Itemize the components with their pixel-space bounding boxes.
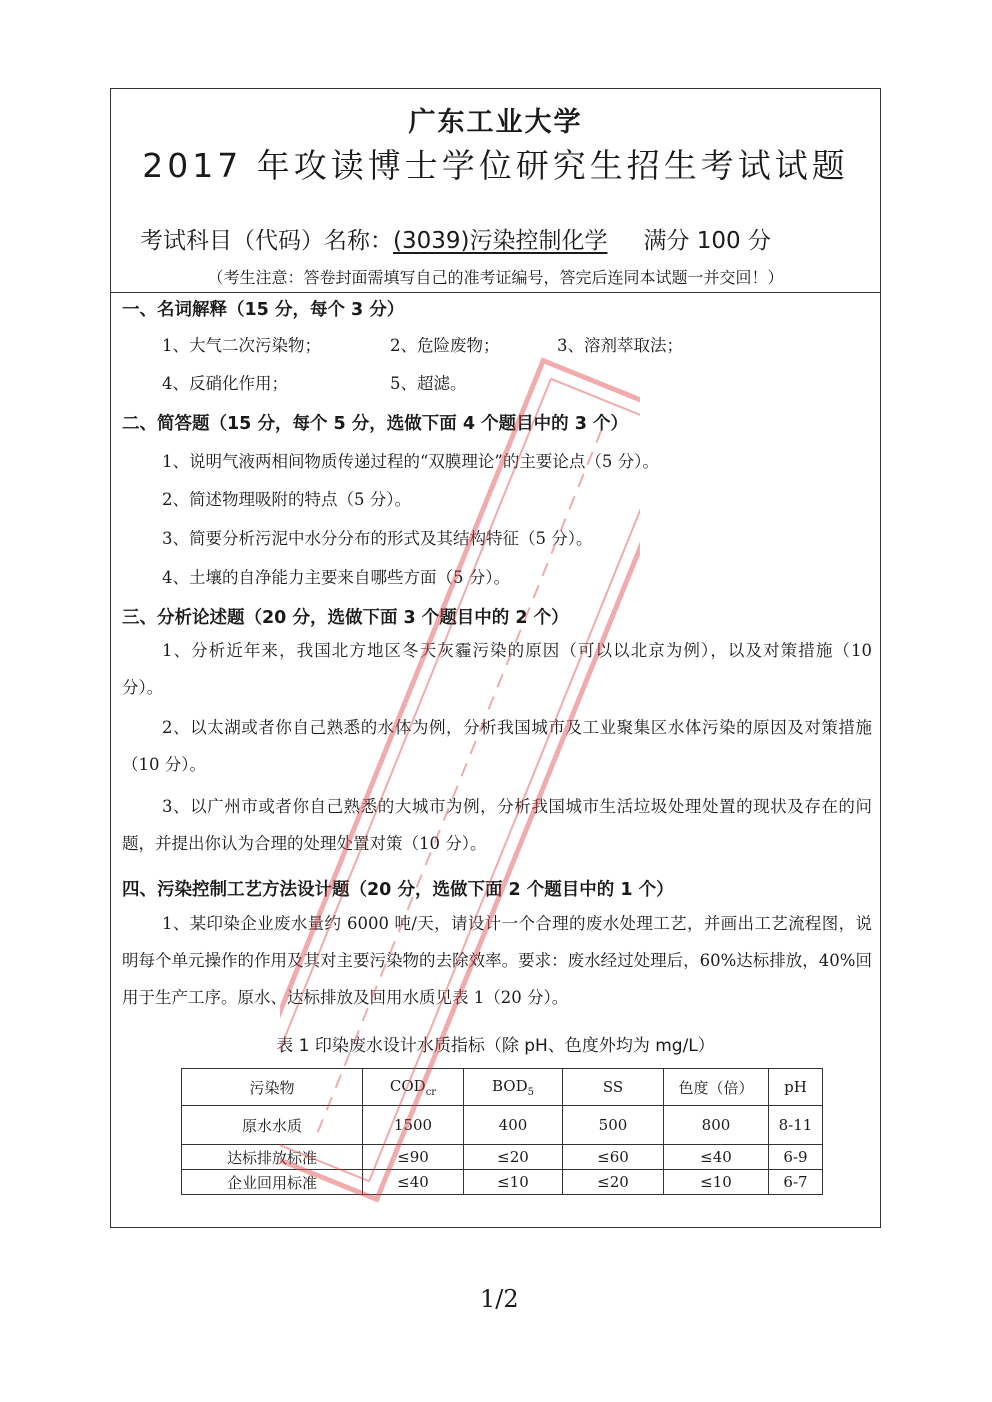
exam-title: 2017 年攻读博士学位研究生招生考试试题 [142,146,849,185]
table-cell: 6-9 [769,1145,823,1170]
table-cell: ≤60 [563,1145,664,1170]
table-cell: 达标排放标准 [182,1145,363,1170]
section3-title: 三、分析论述题（20 分，选做下面 3 个题目中的 2 个） [122,608,569,628]
section4-item: 1、某印染企业废水量约 6000 吨/天，请设计一个合理的废水处理工艺，并画出工艺流程图，说明每个单元操作的作用及其对主要污染物的去除效率。要求：废水经过处理后，60%达标排放，40%回用于生产工序。原水、达标排放及回用水质见表 1（20 分）。 [122,914,872,1007]
table-cell: ≤40 [664,1145,769,1170]
table-header-cell: pH [769,1069,823,1106]
section3-item: 3、以广州市或者你自己熟悉的大城市为例，分析我国城市生活垃圾处理处置的现状及存在的问题，并提出你认为合理的处理处置对策（10 分）。 [122,797,872,853]
table-header-cell: 污染物 [182,1069,363,1106]
section3-item: 2、以太湖或者你自己熟悉的水体为例，分析我国城市及工业聚集区水体污染的原因及对策措施（10 分）。 [122,718,872,774]
table-cell: 500 [563,1106,664,1145]
table-cell: ≤40 [363,1170,464,1195]
section2-title: 二、简答题（15 分，每个 5 分，选做下面 4 个题目中的 3 个） [122,414,629,434]
table-row [182,1106,823,1145]
table-header-cell: SS [563,1069,664,1106]
table-header-cell: $BOD_5$ [464,1069,563,1106]
table-cell: ≤10 [664,1170,769,1195]
table-row [182,1170,823,1195]
subject-prefix: 考试科目（代码）名称： [140,228,393,254]
page-number: 1/2 [480,1285,519,1313]
section3-item: 1、分析近年来，我国北方地区冬天灰霾污染的原因（可以以北京为例），以及对策措施（10 分）。 [122,641,872,697]
table-header-row [182,1069,823,1106]
subject-line [140,222,771,255]
table-cell: 1500 [363,1106,464,1145]
table-cell: 8-11 [769,1106,823,1145]
table-caption: 表 1 印染废水设计水质指标（除 pH、色度外均为 mg/L） [276,1036,715,1056]
table-cell: 6-7 [769,1170,823,1195]
subject-name: (3039)污染控制化学 [393,228,608,254]
table-cell: ≤20 [563,1170,664,1195]
section1-item: 3、溶剂萃取法； [557,336,683,355]
section1-item: 5、超滤。 [390,374,467,393]
section4-title: 四、污染控制工艺方法设计题（20 分，选做下面 2 个题目中的 1 个） [122,880,674,900]
section1-item: 4、反硝化作用； [162,374,288,393]
header-divider [110,292,881,293]
table-cell: 企业回用标准 [182,1170,363,1195]
candidate-notice: （考生注意：答卷封面需填写自己的准考证编号，答完后连同本试题一并交回！） [207,268,784,287]
section2-item: 3、简要分析污泥中水分分布的形式及其结构特征（5 分）。 [162,529,593,548]
table-cell: ≤90 [363,1145,464,1170]
section2-item: 1、说明气液两相间物质传递过程的“双膜理论”的主要论点（5 分）。 [162,452,659,471]
section1-item: 1、大气二次污染物； [162,336,321,355]
table-cell: ≤20 [464,1145,563,1170]
section2-item: 4、土壤的自净能力主要来自哪些方面（5 分）。 [162,568,510,587]
table-cell: 800 [664,1106,769,1145]
section1-title: 一、名词解释（15 分，每个 3 分） [122,300,405,320]
section2-item: 2、简述物理吸附的特点（5 分）。 [162,490,411,509]
section1-item: 2、危险废物； [390,336,500,355]
university-name: 广东工业大学 [408,107,583,138]
table-cell: 原水水质 [182,1106,363,1145]
table-cell: 400 [464,1106,563,1145]
table-header-cell: $COD_{cr}$ [363,1069,464,1106]
table-row [182,1145,823,1170]
water-quality-table [181,1068,823,1195]
table-header-cell: 色度（倍） [664,1069,769,1106]
table-cell: ≤10 [464,1170,563,1195]
full-score: 满分 100 分 [643,228,772,254]
